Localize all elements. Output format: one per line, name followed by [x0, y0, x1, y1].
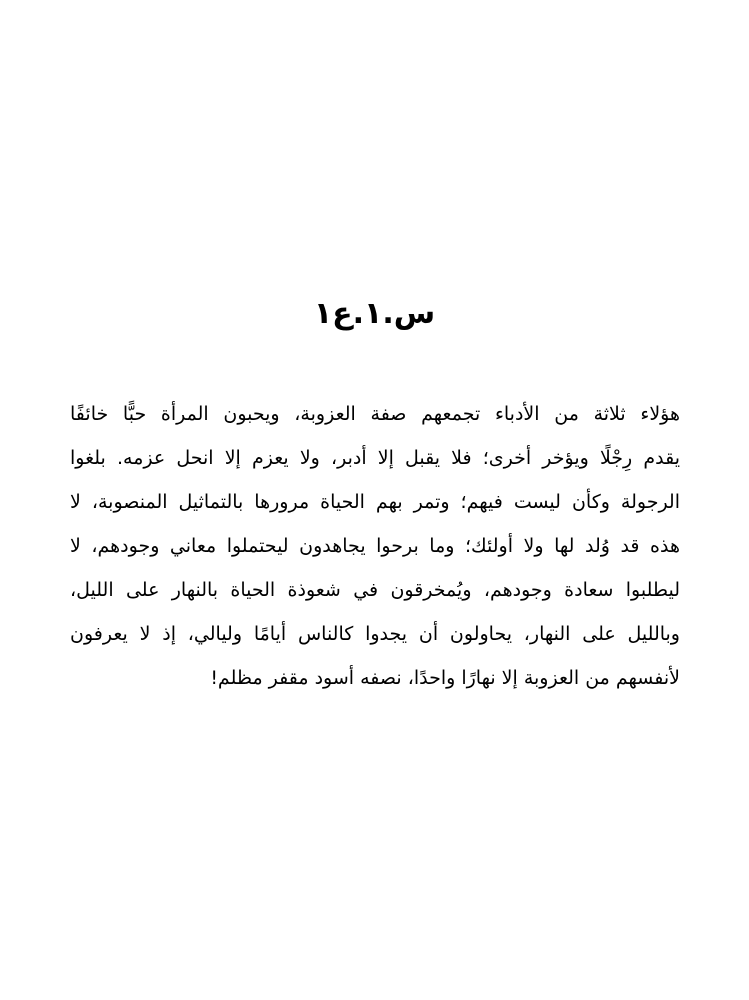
text-line: هذه قد وُلد لها ولا أولئك؛ وما برحوا يجاهدون ليحتملوا معاني وجودهم، لا — [70, 535, 680, 557]
text-line: الرجولة وكأن ليست فيهم؛ وتمر بهم الحياة مرورها بالتماثيل المنصوبة، لا — [70, 491, 680, 513]
body-paragraph — [70, 398, 680, 706]
text-line: ليطلبوا سعادة وجودهم، ويُمخرقون في شعوذة الحياة بالنهار على الليل، — [70, 579, 680, 601]
text-line: يقدم رِجْلًا ويؤخر أخرى؛ فلا يقبل إلا أدبر، ولا يعزم إلا انحل عزمه. بلغوا — [70, 447, 680, 469]
text-line: وبالليل على النهار، يحاولون أن يجدوا كالناس أيامًا وليالي، إذ لا يعرفون — [70, 623, 680, 645]
page-title: س.١.ع١ — [313, 296, 436, 331]
text-line: هؤلاء ثلاثة من الأدباء تجمعهم صفة العزوبة، ويحبون المرأة حبًّا خائفًا — [70, 403, 680, 425]
text-line: لأنفسهم من العزوبة إلا نهارًا واحدًا، نصفه أسود مقفر مظلم! — [210, 667, 680, 689]
